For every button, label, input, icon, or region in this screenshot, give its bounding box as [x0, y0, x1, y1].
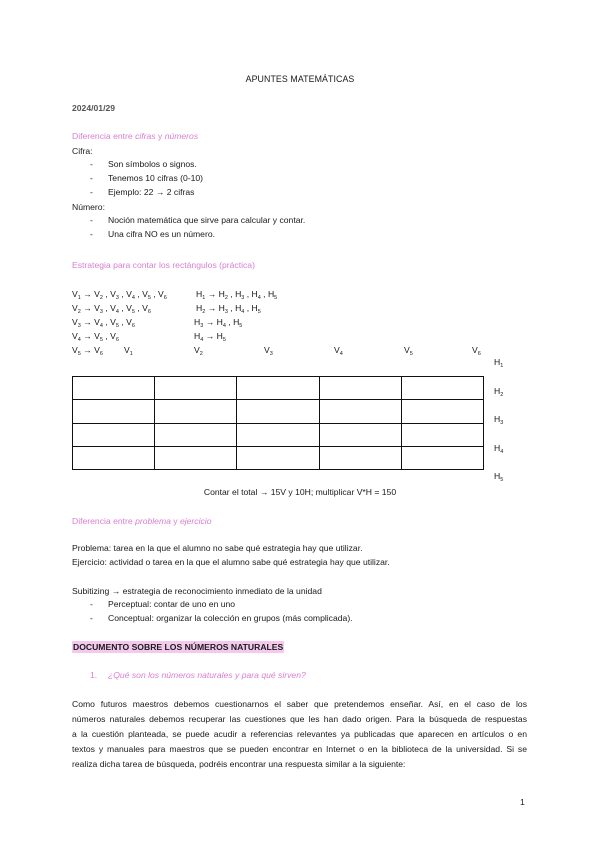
vertical-label: $V_3$ — [264, 345, 273, 357]
vertical-label: $V_2$ — [194, 345, 203, 357]
list-item: - Son símbolos o signos. — [72, 157, 203, 171]
vertical-label: $V_4$ — [334, 345, 343, 357]
vertical-combination-line: $V_1 \to V_2$ , $V_3$ , $V_4$ , $V_5$ , $V_6$ — [72, 289, 167, 301]
rectangle-grid — [72, 376, 484, 470]
question-number: 1. — [90, 670, 98, 680]
vertical-combination-line: $V_2 \to V_3$ , $V_4$ , $V_5$ , $V_6$ — [72, 303, 151, 315]
horizontal-combination-line: $H_3 \to H_4$ , $H_5$ — [194, 317, 243, 329]
document-heading: DOCUMENTO SOBRE LOS NÚMEROS NATURALES — [73, 642, 284, 652]
list-item: - Ejemplo: 22 → 2 cifras — [72, 185, 203, 199]
subitizing-list — [72, 597, 353, 625]
horizontal-label: $H_2$ — [494, 386, 504, 398]
vertical-label: $V_1$ — [124, 345, 133, 357]
horizontal-label: $H_4$ — [494, 443, 504, 455]
horizontal-combination-line: $H_4 \to H_5$ — [194, 331, 226, 343]
subitizing-definition: Subitizing → estrategia de reconocimiento inmediato de la unidad — [72, 586, 322, 596]
page-title: APUNTES MATEMÁTICAS — [245, 74, 355, 84]
vertical-combination-line: $V_5 \to V_6$ — [72, 345, 103, 357]
horizontal-combination-line: $H_2 \to H_3$ , $H_4$ , $H_5$ — [196, 303, 261, 315]
list-item: - Tenemos 10 cifras (0-10) — [72, 171, 203, 185]
horizontal-label: $H_5$ — [494, 471, 504, 483]
intro-paragraph: Como futuros maestros debemos cuestionarnos el saber que pretendemos enseñar. Así, en el caso de los números naturales debemos recuperar las cuestiones que les han dado origen. Para la búsqueda de respuestas a la cuestión planteada, se puede acudir a referencias relevantes ya publicadas que aparecen en artículos o en textos y manuales para maestros que se pueden encontrar en Internet o en la biblioteca de la universidad. Si se realiza dicha tarea de búsqueda, podréis encontrar una respuesta similar a la siguiente: — [72, 699, 527, 769]
date: 2024/01/29 — [72, 103, 116, 113]
vertical-label: $V_6$ — [472, 345, 481, 357]
section-heading-problema: Diferencia entre problema y ejercicio — [72, 516, 212, 526]
cifra-list — [72, 157, 203, 199]
section-heading-estrategia: Estrategia para contar los rectángulos (práctica) — [72, 260, 255, 270]
total-count: Contar el total → 15V y 10H; multiplicar V*H = 150 — [203, 487, 397, 497]
list-item: - Una cifra NO es un número. — [72, 227, 305, 241]
list-item: - Noción matemática que sirve para calcular y contar. — [72, 213, 305, 227]
numero-list — [72, 213, 305, 241]
vertical-combination-line: $V_4 \to V_5$ , $V_6$ — [72, 331, 119, 343]
cifra-label: Cifra: — [72, 146, 93, 156]
horizontal-combination-line: $H_1 \to H_2$ , $H_3$ , $H_4$ , $H_5$ — [196, 289, 278, 301]
section-heading-cifras: Diferencia entre cifras y números — [72, 131, 199, 141]
horizontal-label: $H_1$ — [494, 357, 504, 369]
horizontal-label: $H_3$ — [494, 414, 504, 426]
page-number: 1 — [520, 797, 525, 807]
list-item: - Conceptual: organizar la colección en grupos (más complicada). — [72, 611, 353, 625]
vertical-combination-line: $V_3 \to V_4$ , $V_5$ , $V_6$ — [72, 317, 135, 329]
list-item: - Perceptual: contar de uno en uno — [72, 597, 353, 611]
ejercicio-definition: Ejercicio: actividad o tarea en la que el alumno sabe qué estrategia hay que utilizar. — [72, 557, 390, 567]
vertical-label: $V_5$ — [404, 345, 413, 357]
numero-label: Número: — [72, 202, 105, 212]
problema-definition: Problema: tarea en la que el alumno no sabe qué estrategia hay que utilizar. — [72, 543, 363, 553]
question-heading: ¿Qué son los números naturales y para qué sirven? — [108, 670, 306, 680]
